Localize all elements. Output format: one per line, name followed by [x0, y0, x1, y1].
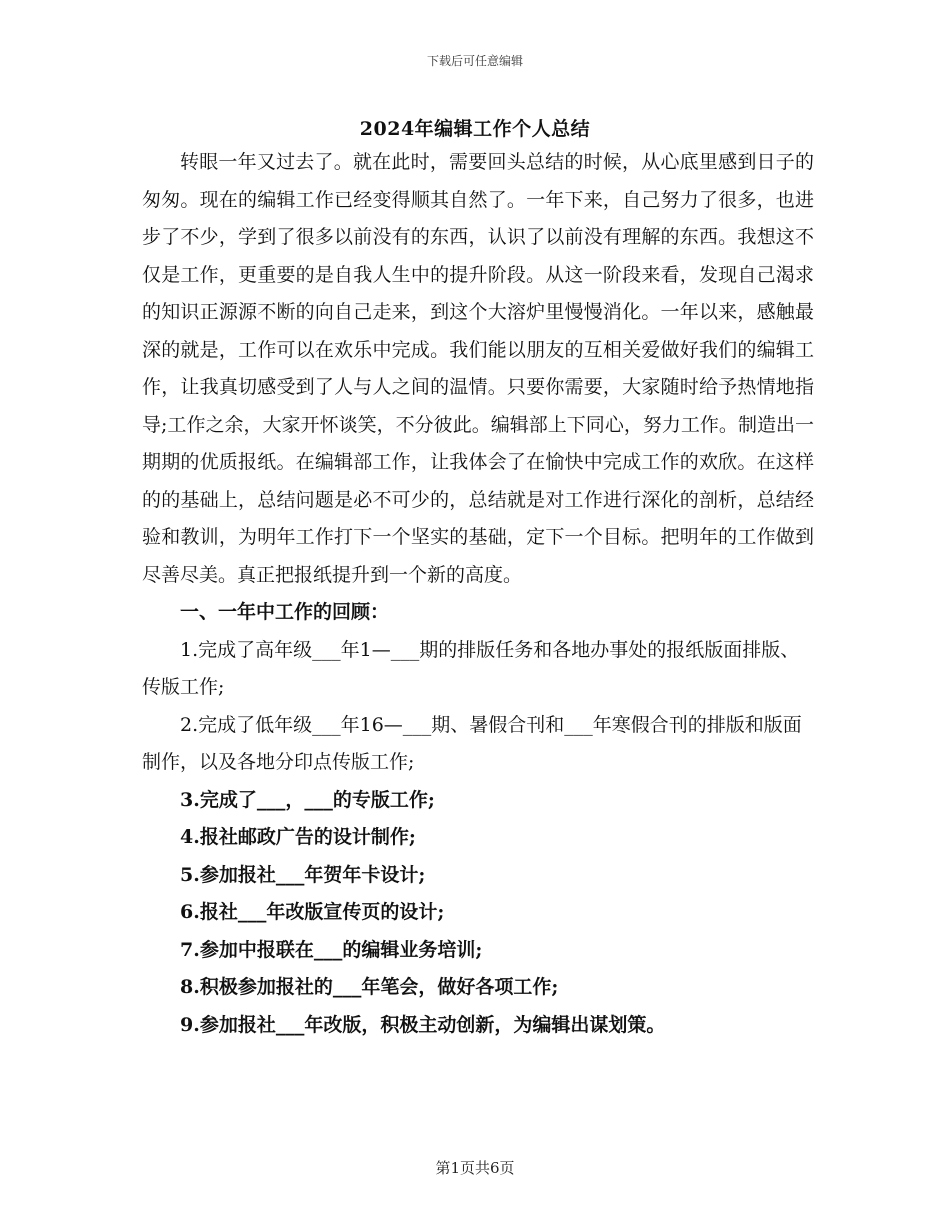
list-item-1: 1.完成了高年级___年1—___期的排版任务和各地办事处的报纸版面排版、传版工作; [142, 638, 800, 698]
page-header: 下载后可任意编辑 [426, 54, 523, 68]
list-item-9: 9.参加报社___年改版，积极主动创新，为编辑出谋划策。 [180, 1013, 666, 1036]
list-item-5: 5.参加报社___年贺年卡设计; [180, 863, 426, 886]
list-item-4: 4.报社邮政广告的设计制作; [180, 826, 416, 848]
page-footer: 第1页共6页 [435, 1159, 515, 1177]
list-item-3: 3.完成了___，___的专版工作; [180, 788, 435, 811]
list-item-2: 2.完成了低年级___年16—___期、暑假合刊和___年寒假合刊的排版和版面制作，以及各地分印点传版工作; [142, 713, 802, 773]
intro-paragraph: 转眼一年又过去了。就在此时，需要回头总结的时候，从心底里感到日子的匆匆。现在的编辑工作已经变得顺其自然了。一年下来，自己努力了很多，也进步了不少，学到了很多以前没有的东西，认识了以前没有理解的东西。我想这不仅是工作，更重要的是自我人生中的提升阶段。从这一阶段来看，发现自己渴求的知识正源源不断的向自己走来，到这个大溶炉里慢慢消化。一年以来，感触最深的就是，工作可以在欢乐中完成。我们能以朋友的互相关爱做好我们的编辑工作，让我真切感受到了人与人之间的温情。只要你需要，大家随时给予热情地指导;工作之余，大家开怀谈笑，不分彼此。编辑部上下同心，努力工作。制造出一期期的优质报纸。在编辑部工作，让我体会了在愉快中完成工作的欢欣。在这样的的基础上，总结问题是必不可少的，总结就是对工作进行深化的剖析，总结经验和教训，为明年工作打下一个坚实的基础，定下一个目标。把明年的工作做到尽善尽美。真正把报纸提升到一个新的高度。 [142, 151, 814, 586]
section-heading: 一、一年中工作的回顾： [180, 601, 390, 623]
document-body [142, 144, 814, 1044]
list-item-7: 7.参加中报联在___的编辑业务培训; [180, 938, 483, 961]
document-title: 2024年编辑工作个人总结 [359, 118, 591, 140]
list-item-8: 8.积极参加报社的___年笔会，做好各项工作; [180, 976, 559, 998]
list-item-6: 6.报社___年改版宣传页的设计; [180, 901, 445, 923]
